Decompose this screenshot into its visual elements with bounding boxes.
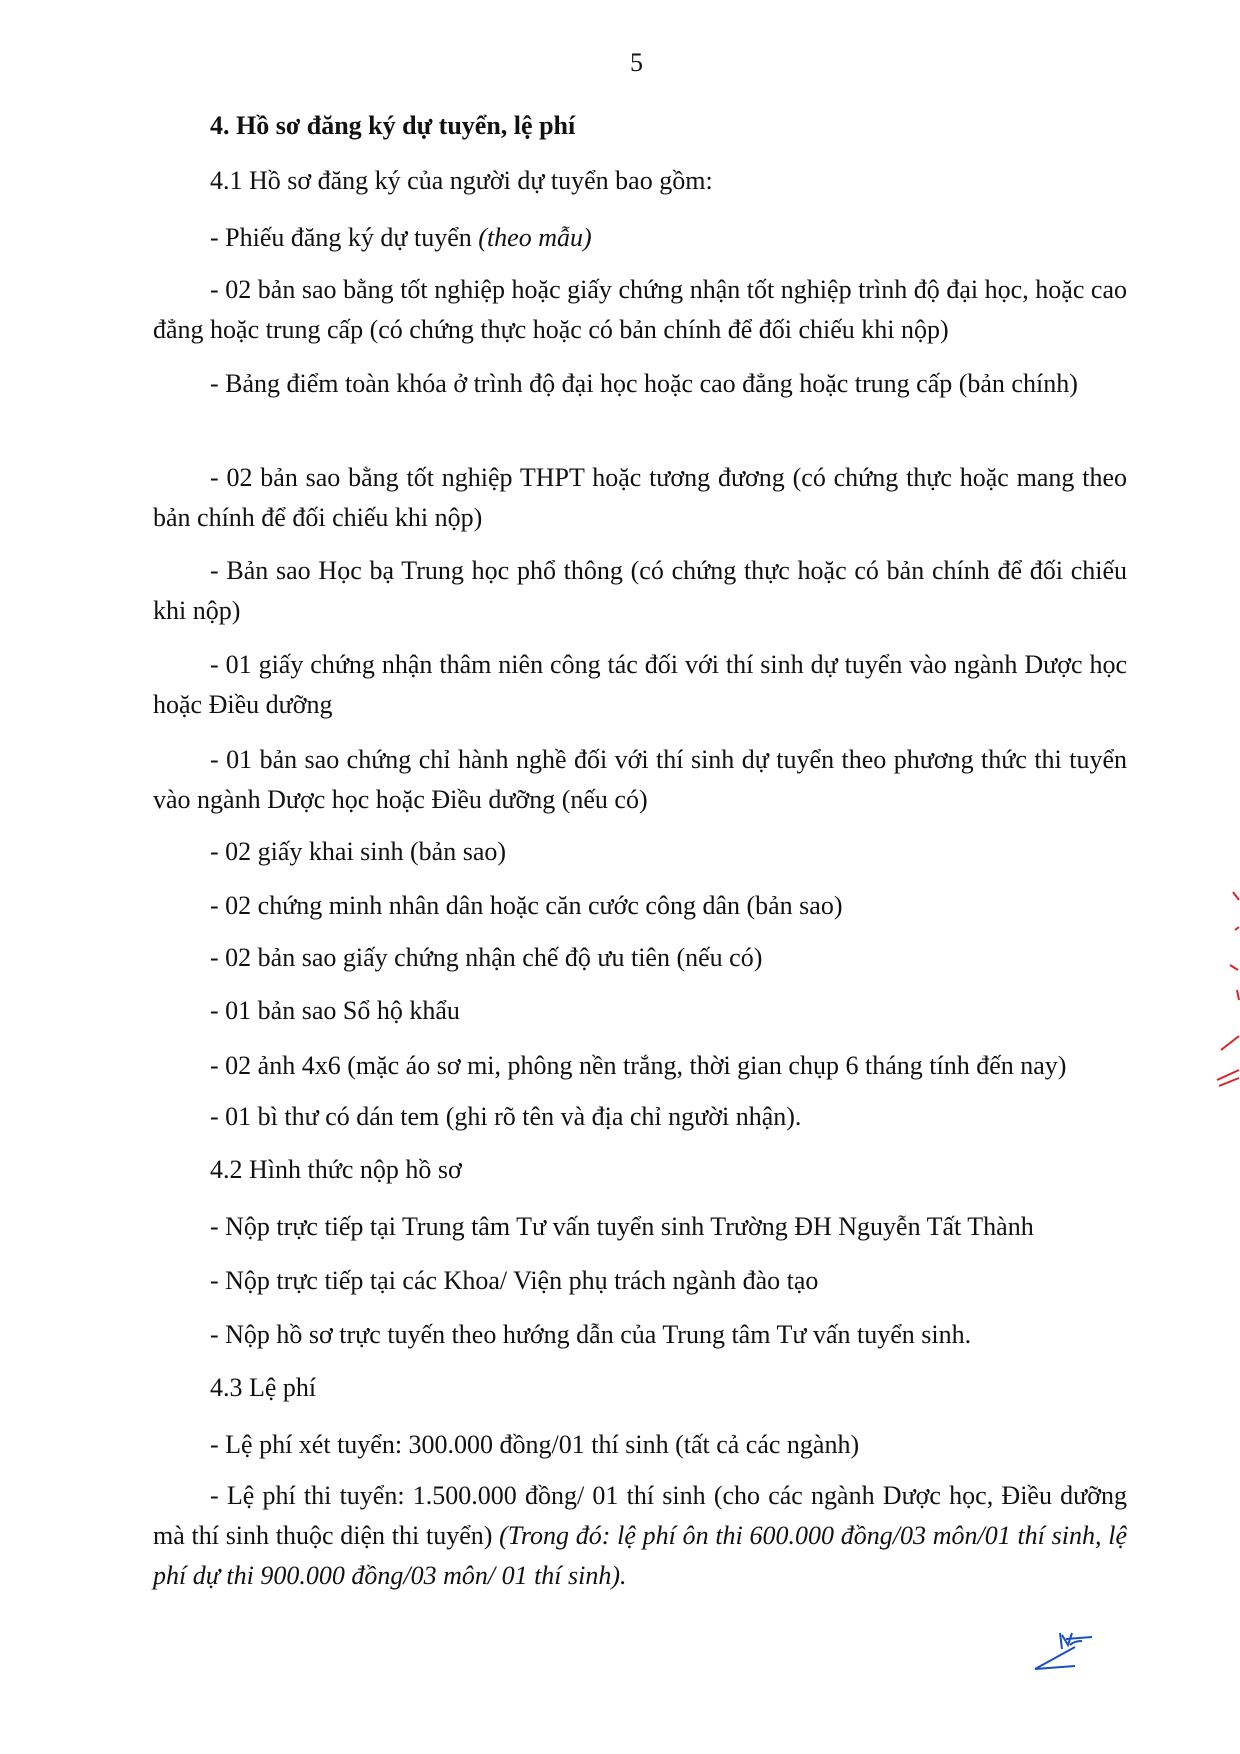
list-item: - Bản sao Học bạ Trung học phổ thông (có chứng thực hoặc có bản chính để đối chiếu khi nộp): [153, 556, 1127, 625]
item-note: (theo mẫu): [478, 223, 592, 252]
list-item: - 02 bản sao bằng tốt nghiệp THPT hoặc tương đương (có chứng thực hoặc mang theo bản chính để đối chiếu khi nộp): [153, 463, 1127, 532]
list-item: - Bảng điểm toàn khóa ở trình độ đại học hoặc cao đẳng hoặc trung cấp (bản chính): [210, 369, 1078, 398]
initials-signature: [1030, 1625, 1110, 1675]
fee-exam-text: - Lệ phí thi tuyển: 1.500.000 đồng/ 01 thí sinh (cho các ngành Dược học, Điều dưỡng mà thí sinh thuộc diện thi tuyển): [153, 1481, 1127, 1550]
list-item: - 02 giấy khai sinh (bản sao): [210, 837, 507, 866]
subsection-4-2-title: 4.2 Hình thức nộp hồ sơ: [210, 1155, 462, 1184]
list-item: - 02 ảnh 4x6 (mặc áo sơ mi, phông nền trắng, thời gian chụp 6 tháng tính đến nay): [210, 1051, 1067, 1080]
item-text: - Phiếu đăng ký dự tuyển: [210, 223, 479, 252]
section-heading: 4. Hồ sơ đăng ký dự tuyển, lệ phí: [210, 111, 576, 140]
subsection-4-3-title: 4.3 Lệ phí: [210, 1373, 317, 1402]
list-item: - Nộp trực tiếp tại Trung tâm Tư vấn tuyển sinh Trường ĐH Nguyễn Tất Thành: [210, 1212, 1034, 1241]
list-item: - 02 bản sao bằng tốt nghiệp hoặc giấy chứng nhận tốt nghiệp trình độ đại học, hoặc cao đẳng hoặc trung cấp (có chứng thực hoặc có bản chính để đối chiếu khi nộp): [153, 275, 1127, 344]
page-number: 5: [630, 48, 643, 77]
list-item: [210, 218, 1127, 258]
list-item: - 01 bì thư có dán tem (ghi rõ tên và địa chỉ người nhận).: [210, 1102, 802, 1131]
list-item: [153, 1476, 1127, 1596]
list-item: - 01 giấy chứng nhận thâm niên công tác đối với thí sinh dự tuyển vào ngành Dược học hoặc Điều dưỡng: [153, 650, 1127, 719]
subsection-4-1-title: 4.1 Hồ sơ đăng ký của người dự tuyển bao gồm:: [210, 166, 713, 195]
list-item: - Nộp trực tiếp tại các Khoa/ Viện phụ trách ngành đào tạo: [210, 1266, 819, 1295]
list-item: - 01 bản sao chứng chỉ hành nghề đối với thí sinh dự tuyển theo phương thức thi tuyển vào ngành Dược học hoặc Điều dưỡng (nếu có): [153, 745, 1127, 814]
list-item: - 02 bản sao giấy chứng nhận chế độ ưu tiên (nếu có): [210, 943, 763, 972]
list-item: - Lệ phí xét tuyển: 300.000 đồng/01 thí sinh (tất cả các ngành): [210, 1430, 860, 1459]
list-item: - 02 chứng minh nhân dân hoặc căn cước công dân (bản sao): [210, 891, 843, 920]
list-item: - 01 bản sao Sổ hộ khẩu: [210, 996, 460, 1025]
fee-exam-note: (Trong đó: lệ phí ôn thi 600.000 đồng/03 môn/01 thí sinh, lệ phí dự thi 900.000 đồng/03 môn/ 01 thí sinh).: [153, 1521, 1127, 1590]
list-item: - Nộp hồ sơ trực tuyến theo hướng dẫn của Trung tâm Tư vấn tuyển sinh.: [210, 1320, 972, 1349]
red-stamp-edge-marks: [1215, 890, 1240, 1090]
